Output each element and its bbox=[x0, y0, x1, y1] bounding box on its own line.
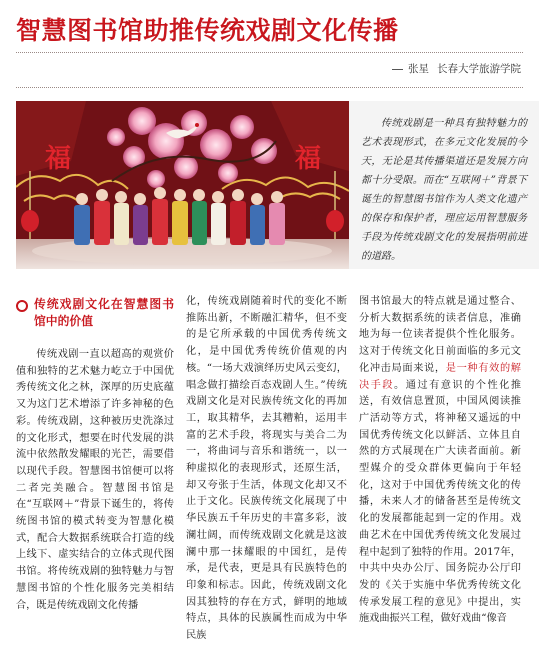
body-column-3 bbox=[359, 294, 521, 628]
highlighted-text: 是一种有效的解决手段 bbox=[359, 362, 521, 391]
article-title: 智慧图书馆助推传统戏剧文化传播 bbox=[16, 16, 399, 45]
opera-stage-illustration bbox=[16, 101, 349, 269]
abstract-text: 传统戏剧是一种具有独特魅力的艺术表现形式，在多元文化发展的今天，无论是其传播渠道还是发展方向都十分受限。而在“互联网＋”背景下诞生的智慧图书馆作为人类文化遗产的保存和保护者，理应运用智慧服务手段为传统戏剧文化的发展指明前进的道路。 bbox=[361, 118, 527, 262]
body-paragraph: 化，传统戏剧随着时代的变化不断推陈出新，不断融汇精华，但不变的是它所承载的中国优秀传统文化，是中国优秀传统价值观的内核。“一场大戏演绎历史风云变幻，唱念做打描绘百态戏剧人生。”传统戏剧文化是对民族传统文化的再加工，取其精华，去其糟粕，运用丰富的艺术手段，将现实与美合二为一，将曲词与音乐和谐统一，以一种虚拟化的表现形式，还原生活，却又夸张于生活，体现文化却又不止于文化。民族传统文化展现了中华民族五千年历史的丰富多彩，波澜壮阔，而传统戏剧文化就是这波澜中那一抹耀眼的中国红，是传承，是代表，更是具有民族特色的印象和标志。因此，传统戏剧文化因其独特的存在方式，鲜明的地域特点，具体的民族属性而成为中华民族 bbox=[186, 296, 347, 642]
section-bullet-icon bbox=[16, 300, 28, 312]
author-affiliation: 长春大学旅游学院 bbox=[437, 63, 521, 75]
body-text: 。通过有意识的个性化推送，有效信息置顶，中国风阅读推广活动等方式，将神秘又遥远的中国优秀传统文化以鲜活、立体且自然的方式展现在广大读者面前。新型媒介的受众群体更偏向于年轻化，这对于中国优秀传统文化的传播，未来人才的储备甚至是传统文化的发展都能起到一定的作用。戏曲艺术在中国优秀传统文化发展过程中起到了独特的作用。2017年，中共中央办公厅、国务院办公厅印发的《关于实施中华优秀传统文化传承发展工程的意见》中提出，实施戏曲振兴工程，做好戏曲“像音 bbox=[359, 379, 522, 625]
body-paragraph: 传统戏剧一直以超高的观赏价值和独特的艺术魅力屹立于中国优秀传统文化之林，深厚的历史底蕴又为这门艺术增添了许多神秘的色彩。传统戏剧，这种被历史洗涤过的文化形式，想要在时代发展的洪流中依然散发耀眼的光芒，需要借以现代手段。智慧图书馆便可以将二者完美融合。智慧图书馆是在“互联网＋”背景下诞生的，将传统图书馆的模式转变为智慧化模式，配合大数据系统联合打造的线上线下、虚实结合的立体式现代图书馆。将传统戏剧的独特魅力与智慧图书馆的个性化服务完美相结合，既是传统戏剧文化传播 bbox=[16, 349, 174, 611]
body-column-2 bbox=[186, 294, 347, 645]
section-heading bbox=[16, 296, 174, 330]
body-paragraph bbox=[359, 294, 521, 628]
title-rule-top bbox=[16, 52, 523, 53]
body-column-1 bbox=[16, 294, 174, 614]
byline-dash bbox=[392, 69, 403, 70]
opera-stage-photo bbox=[16, 101, 349, 269]
body-text: 图书馆最大的特点就是通过整合、分析大数据系统的读者信息，准确地为每一位读者提供个性化服务。这对于传统文化日前面临的多元文化冲击局面来说， bbox=[359, 296, 521, 374]
happiness-sign-left: 福 bbox=[44, 144, 72, 174]
section-title: 传统戏剧文化在智慧图书馆中的价值 bbox=[34, 297, 174, 328]
happiness-sign-right: 福 bbox=[294, 144, 322, 174]
title-rule-bottom bbox=[16, 87, 523, 88]
author-name: 张星 bbox=[408, 63, 429, 75]
byline bbox=[392, 61, 521, 77]
abstract-box bbox=[349, 101, 539, 269]
opera-performers bbox=[74, 187, 285, 245]
